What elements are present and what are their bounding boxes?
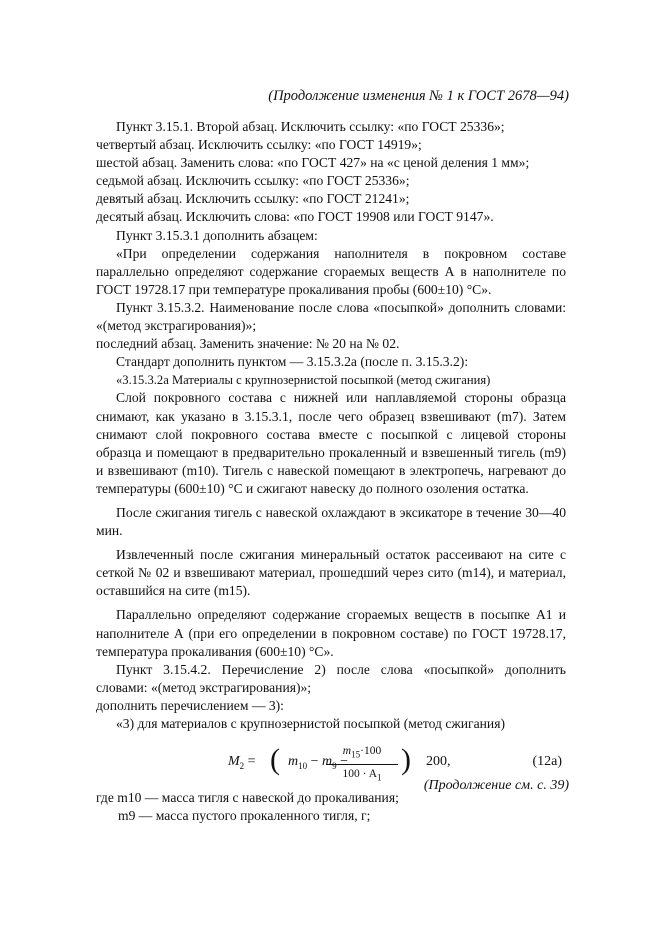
paragraph: Пункт 3.15.4.2. Перечисление 2) после слова «посыпкой» дополнить словами: «(метод экстрагирования)»; bbox=[96, 661, 566, 695]
formula-factor: 200, bbox=[426, 754, 451, 770]
paragraph: четвертый абзац. Исключить ссылку: «по ГОСТ 14919»; bbox=[96, 137, 422, 153]
paragraph: «3) для материалов с крупнозернистой посыпкой (метод сжигания) bbox=[116, 716, 505, 731]
formula-fraction bbox=[326, 742, 398, 787]
page-header: (Продолжение изменения № 1 к ГОСТ 2678—94) bbox=[268, 88, 569, 104]
paragraph: дополнить перечислением — 3): bbox=[96, 697, 284, 713]
where-line: m9 — масса пустого прокаленного тигля, г; bbox=[118, 808, 371, 824]
paragraph: Пункт 3.15.3.2. Наименование после слова «посыпкой» дополнить словами: «(метод экстрагирования)»; bbox=[96, 299, 566, 334]
where-line: где m10 — масса тигля с навеской до прокаливания; bbox=[96, 790, 399, 806]
section-heading: «3.15.3.2а Материалы с крупнозернистой посыпкой (метод сжигания) bbox=[116, 373, 491, 388]
formula-12a bbox=[96, 741, 566, 783]
paragraph: десятый абзац. Исключить слова: «по ГОСТ 19908 или ГОСТ 9147». bbox=[96, 209, 494, 225]
paragraph: «При определении содержания наполнителя в покровном составе параллельно определяют содержание сгораемых веществ А в наполнителе по ГОСТ 19728.17 при температуре прокаливания пробы (600±10) °С». bbox=[96, 245, 566, 297]
formula-open-paren: ( bbox=[270, 743, 280, 777]
paragraph: Пункт 3.15.1. Второй абзац. Исключить ссылку: «по ГОСТ 25336»; bbox=[116, 119, 505, 134]
page-footer: (Продолжение см. с. 39) bbox=[423, 778, 569, 793]
paragraph: девятый абзац. Исключить ссылку: «по ГОСТ 21241»; bbox=[96, 191, 410, 207]
paragraph: последний абзац. Заменить значение: № 20 на № 02. bbox=[96, 336, 400, 352]
formula-close-paren: ) bbox=[401, 743, 411, 777]
paragraph: Слой покровного состава с нижней или наплавляемой стороны образца снимают, как указано в 3.15.3.1, после чего образец взвешивают (m7). Затем снимают слой покровного состава вместе с посыпкой с лицевой стороны образца и помещают в предварительно прокаленный и взвешенный тигель (m9) и взвешивают (m10). Тигель с навеской помещают в электропечь, нагревают до температуры (600±10) °С и сжигают навеску до полного озоления остатка. bbox=[96, 390, 566, 496]
fraction-numerator: $m_{15}\cdot 100$ bbox=[326, 742, 398, 765]
fraction-denominator: $100 \cdot A_1$ bbox=[342, 768, 382, 783]
paragraph: седьмой абзац. Исключить ссылку: «по ГОСТ 25336»; bbox=[96, 173, 410, 189]
formula-number: (12а) bbox=[532, 754, 562, 770]
paragraph: Параллельно определяют содержание сгораемых веществ в посыпке А1 и наполнителе А (при его определении в покровном составе) по ГОСТ 19728.17, температура прокаливания (600±10) °С». bbox=[96, 607, 566, 659]
paragraph: После сжигания тигель с навеской охлаждают в эксикаторе в течение 30—40 мин. bbox=[96, 504, 566, 539]
paragraph: шестой абзац. Заменить слова: «по ГОСТ 427» на «с ценой деления 1 мм»; bbox=[96, 155, 530, 171]
body-text bbox=[96, 118, 566, 825]
paragraph: Пункт 3.15.3.1 дополнить абзацем: bbox=[116, 227, 318, 243]
paragraph: Извлеченный после сжигания минеральный остаток рассеивают на сите с сеткой № 02 и взвешивают материал, прошедший через сито (m14), и материал, оставшийся на сите (m15). bbox=[96, 547, 566, 599]
paragraph: Стандарт дополнить пунктом — 3.15.3.2а (после п. 3.15.3.2): bbox=[116, 354, 469, 370]
formula-body: $m_{10} - m_9$ − bbox=[288, 754, 349, 771]
formula-lhs: $M_2$ = bbox=[228, 754, 256, 771]
